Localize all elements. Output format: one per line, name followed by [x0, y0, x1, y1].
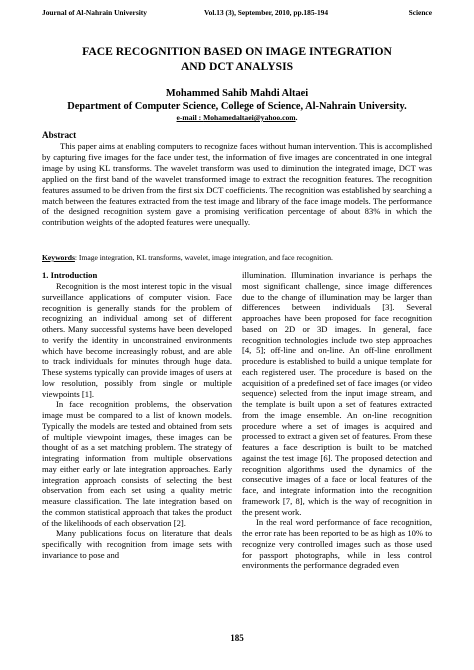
author-name: Mohammed Sahib Mahdi Altaei — [165, 88, 309, 99]
section-label: Science — [408, 8, 432, 17]
abstract-heading: Abstract — [42, 130, 77, 140]
email-suffix: . — [295, 113, 298, 122]
body-paragraph: illumination. Illumination invariance is perhaps the most significant challenge, since image differences due to the change of illumination may be larger than differences between individuals [3]. Several approaches have been proposed for face recognition based on 2D or 3D images. In general, face recognition technologies include two step approaches [4, 5]; off-line and on-line. An off-line enrollment procedure is established to build a unique template for each registered user. The procedure is based on the acquisition of a predefined set of face images (or video sequence) selected from the input image stream, and the template is built upon a set of features extracted from the image ensemble. An on-line recognition procedure where a set of images is acquired and processed to extract a given set of features. From these features a face description is built to be matched against the test image [6]. The proposed detection and recognition algorithms used the dynamics of the consecutive images of a face or local features of the face, and integrate information into the recognition framework [7, 8], which is the way of recognition in the present work. — [242, 270, 432, 517]
body-paragraph: Recognition is the most interest topic in the visual surveillance applications of computer vision. Face recognition is generally stands for the problem of recognizing an individual among set of different others. Many successful systems have been developed to verify the identity in unconstrained environments which have become increasingly robust, and are able to track individuals for minutes through huge data. These systems typically can provide images of users at low resolution, possibly from single or multiple viewpoints [1]. — [42, 281, 232, 399]
title-line-2: AND DCT ANALYSIS — [180, 60, 294, 73]
section-heading: 1. Introduction — [42, 270, 98, 280]
body-paragraph: In the real word performance of face recognition, the error rate has been reported to be as high as 10% to recognize very controlled images such as those used for passport photographs, while in less control environments the performance degraded even — [242, 517, 432, 571]
page-number: 185 — [230, 633, 244, 643]
keywords-label: Keywords — [42, 253, 75, 262]
running-head — [42, 7, 432, 19]
body-paragraph: Many publications focus on literature that deals specifically with recognition from image sets with invariance to pose and — [42, 528, 232, 560]
email-label: e-mail : — [176, 113, 204, 122]
author-email — [42, 113, 432, 123]
keywords — [42, 253, 432, 263]
body-paragraph: In face recognition problems, the observation image must be compared to a list of known models. Typically the models are tested and obtained from sets of multiple viewpoint images, these images can be thought of as a set matching problem. The strategy of integrating information from multiple observations may either early or late integration approaches. Early integration approach consists of selecting the best observation from each set using a quality metric measure classification. The late integration based on the common statistical approach that takes the product of the likelihoods of each observation [2]. — [42, 399, 232, 528]
keywords-text: : Image integration, KL transforms, wavelet, image integration, and face recognition. — [74, 253, 333, 262]
left-column — [42, 270, 232, 561]
author-affiliation: Department of Computer Science, College of Science, Al-Nahrain University. — [67, 101, 407, 112]
email-address[interactable]: Mohamedaltaei@yahoo.com — [203, 113, 296, 122]
abstract-text: This paper aims at enabling computers to recognize faces without human intervention. This is accomplished by capturing five images for the face under test, the information of five images are concentrated in one integral image by using KL transforms. The wavelet transform was used to diminution the integrated image, DCT was applied on the first band of the wavelet transformed image to extract the recognition features. The recognition features assumed to be driven from the first six DCT coefficients. The recognition was established by searching a match between the features extracted from the test image and library of the face image models. The performance of the designed recognition system gave a promising verification percentage of about 83% in which the contribution weights of the adopted features were unequally. — [42, 141, 432, 228]
right-column — [242, 270, 432, 571]
paper-title — [42, 44, 432, 74]
volume-info: Vol.13 (3), September, 2010, pp.185-194 — [204, 8, 329, 17]
title-line-1: FACE RECOGNITION BASED ON IMAGE INTEGRATION — [82, 45, 392, 58]
journal-name: Journal of Al-Nahrain University — [42, 8, 147, 17]
